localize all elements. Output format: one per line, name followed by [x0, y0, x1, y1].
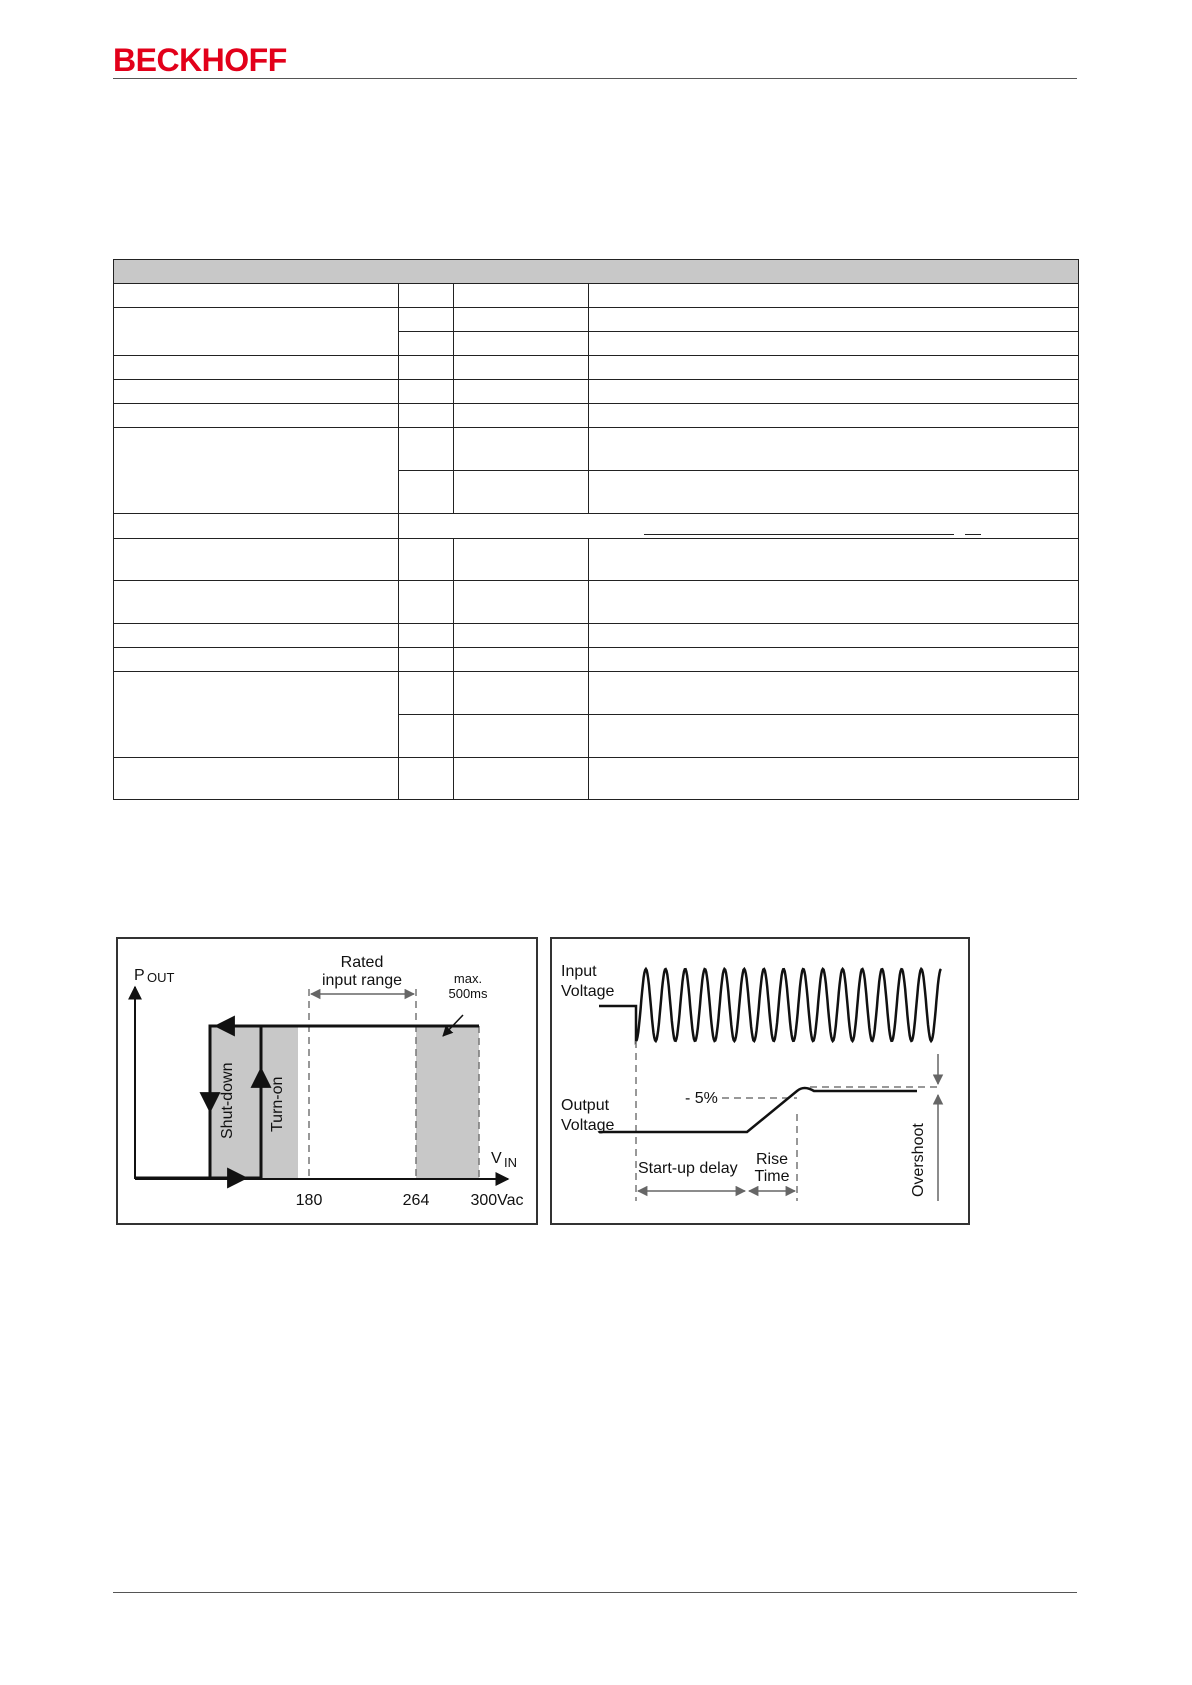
- percent-label: - 5%: [685, 1090, 718, 1107]
- overshoot-label: Overshoot: [910, 1123, 927, 1197]
- table-row: [114, 624, 1079, 648]
- tick-300: 300Vac: [470, 1192, 524, 1209]
- turnon-label: Turn-on: [269, 1076, 286, 1132]
- table-row: [114, 539, 1079, 581]
- startup-delay-label: Start-up delay: [638, 1160, 738, 1177]
- table-row: [114, 380, 1079, 404]
- table-row: [114, 758, 1079, 800]
- input-waveform: [599, 969, 941, 1041]
- reference-link-line: [644, 520, 954, 535]
- output-waveform: [599, 1088, 917, 1132]
- table-row: [114, 648, 1079, 672]
- y-axis-sub-label: OUT: [147, 970, 175, 985]
- input-range-diagram: [116, 937, 538, 1225]
- y-axis-label: P: [134, 967, 145, 984]
- tick-180: 180: [295, 1192, 323, 1209]
- output-label-line1: Output: [561, 1097, 610, 1114]
- rise-label-line1: Rise: [755, 1151, 789, 1168]
- shutdown-label: Shut-down: [219, 1062, 236, 1139]
- table-row: [114, 404, 1079, 428]
- x-axis-label: V: [491, 1150, 502, 1167]
- input-label-line2: Voltage: [561, 983, 615, 1000]
- rated-label-line2: input range: [321, 972, 403, 989]
- reference-link-line: [965, 520, 981, 535]
- brand-logo: BECKHOFF: [113, 42, 287, 78]
- output-label-line2: Voltage: [561, 1117, 615, 1134]
- tick-264: 264: [402, 1192, 430, 1209]
- footer-rule: [113, 1592, 1077, 1593]
- max-label-line1: max.: [453, 971, 483, 986]
- header-rule: [113, 78, 1077, 79]
- table-row: [114, 428, 1079, 471]
- rise-label-line2: Time: [754, 1168, 790, 1185]
- table-row: [114, 514, 1079, 539]
- spec-table: [113, 259, 1079, 800]
- x-axis-sub-label: IN: [504, 1155, 517, 1170]
- table-row: [114, 308, 1079, 332]
- input-label-line1: Input: [561, 963, 597, 980]
- table-row: [114, 356, 1079, 380]
- table-row: [114, 672, 1079, 715]
- table-row: [114, 284, 1079, 308]
- overvoltage-region: [416, 1026, 479, 1178]
- startup-timing-diagram: [550, 937, 970, 1225]
- table-row: [114, 581, 1079, 624]
- table-header-row: [114, 260, 1079, 284]
- rated-label-line1: Rated: [340, 954, 384, 971]
- max-label-line2: 500ms: [448, 986, 488, 1001]
